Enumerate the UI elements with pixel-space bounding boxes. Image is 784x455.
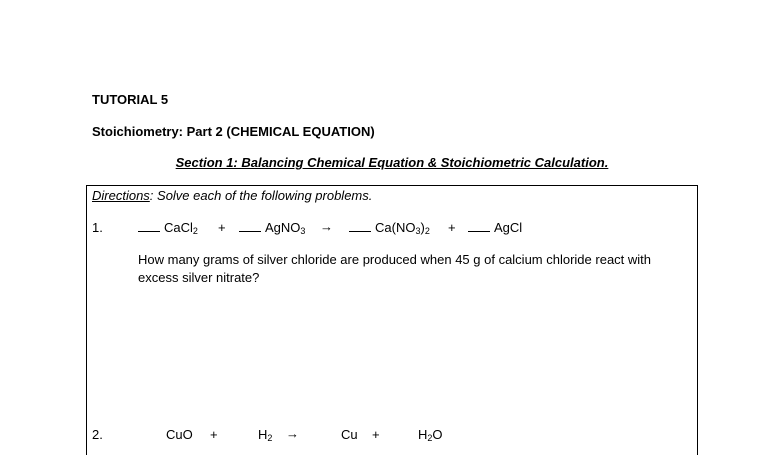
arrow: → (286, 426, 299, 441)
directions-text: : Solve each of the following problems. (149, 188, 373, 203)
reactant-1: CuO (166, 427, 193, 442)
blank-line (468, 220, 490, 232)
plus-sign: + (448, 220, 456, 235)
plus-sign: + (210, 427, 218, 442)
arrow: → (320, 219, 333, 234)
plus-sign: + (372, 427, 380, 442)
section-heading: Section 1: Balancing Chemical Equation & Stoichiometric Calculation. (175, 155, 609, 170)
blank-line (239, 220, 261, 232)
problem-1-number: 1. (92, 220, 103, 235)
reactant-2: AgNO$_3$ (239, 220, 305, 235)
plus-sign: + (218, 220, 226, 235)
reactant-1: CaCl$_2$ (164, 220, 198, 236)
directions-label: Directions (92, 188, 150, 203)
product-2: $H_2O$ (418, 427, 443, 443)
document-title: TUTORIAL 5 (92, 92, 169, 107)
product-2: AgCl (468, 220, 522, 235)
product-1: Cu (341, 427, 358, 442)
reactant-2: $H_2$ (258, 427, 273, 443)
directions-line (92, 188, 372, 203)
problem-1-equation (138, 220, 198, 235)
product-1: $Ca(NO_3)_2$ (349, 220, 430, 235)
blank-line (349, 220, 371, 232)
problem-1-question: How many grams of silver chloride are produced when 45 g of calcium chloride react with excess silver nitrate? (138, 252, 652, 285)
problem-2-number: 2. (92, 427, 103, 442)
blank-line (138, 220, 160, 232)
document-subtitle: Stoichiometry: Part 2 (CHEMICAL EQUATION) (92, 124, 375, 139)
